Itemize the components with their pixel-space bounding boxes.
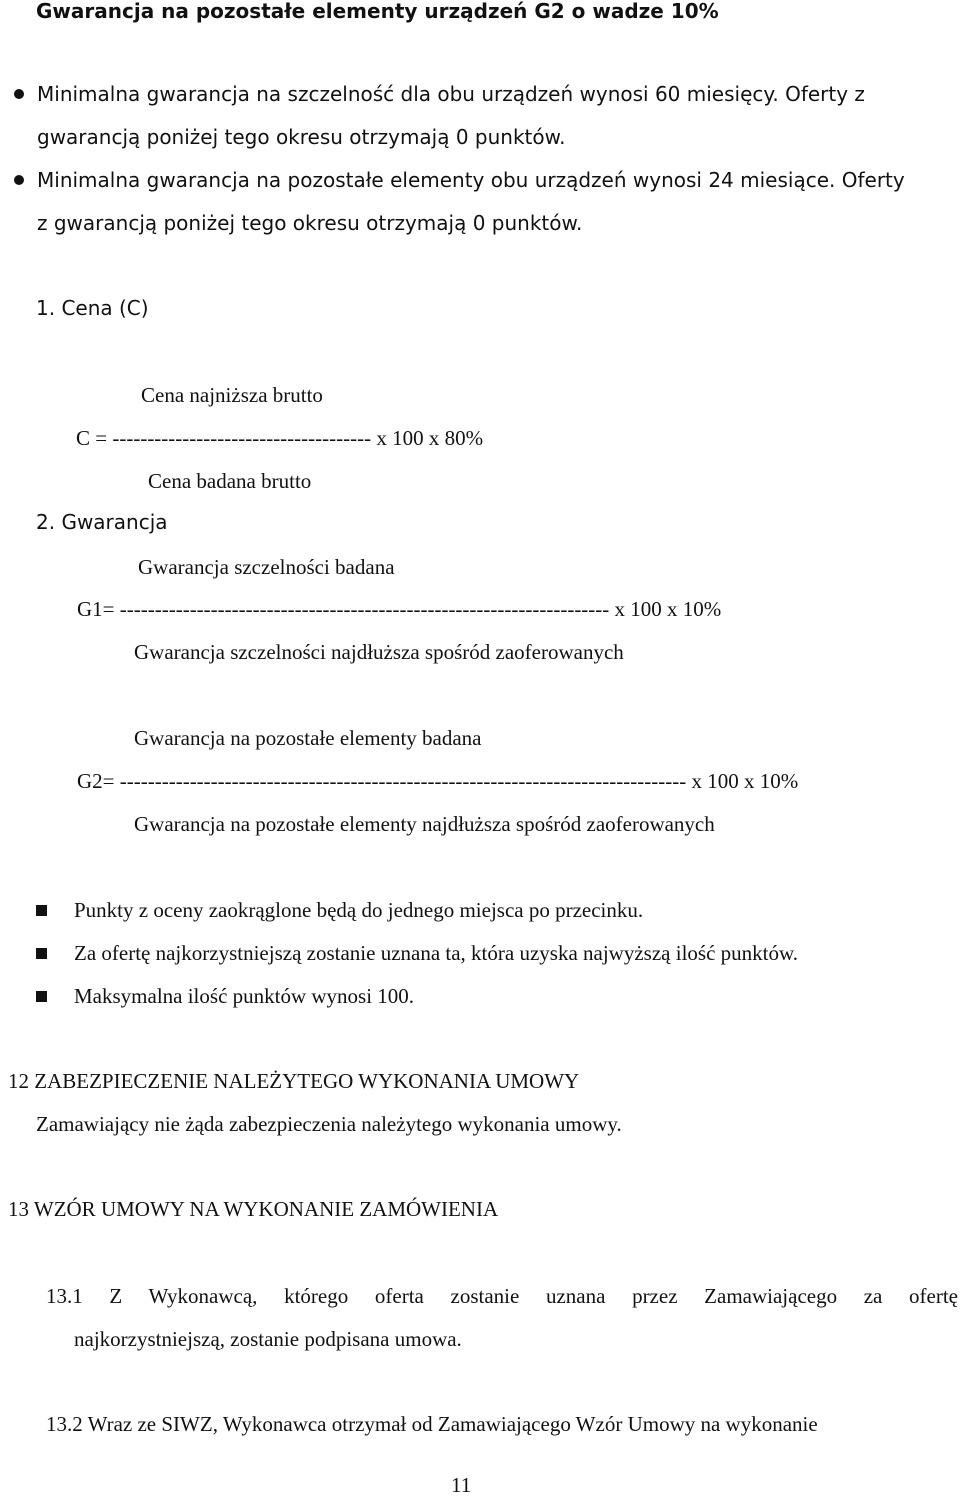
- formula-g2-line: G2= --------------------------------------------------------------------------------- x 100 x 10%: [77, 769, 799, 793]
- formula-g1-numerator: Gwarancja szczelności badana: [138, 555, 395, 579]
- formula-g1-denominator: Gwarancja szczelności najdłuższa spośród zaoferowanych: [134, 640, 624, 664]
- bullet-square-icon: [36, 991, 47, 1002]
- section-1-title: 1. Cena (C): [36, 296, 149, 320]
- bullet-text: z gwarancją poniżej tego okresu otrzymają 0 punktów.: [37, 211, 583, 235]
- paragraph-13-1-line2: najkorzystniejszą, zostanie podpisana umowa.: [74, 1327, 462, 1351]
- page-number: 11: [451, 1473, 472, 1497]
- formula-c-line: C = ------------------------------------- x 100 x 80%: [76, 426, 484, 450]
- section-12-text: Zamawiający nie żąda zabezpieczenia należytego wykonania umowy.: [36, 1112, 622, 1136]
- bullet-dot-icon: [14, 89, 24, 99]
- section-13-heading: 13 WZÓR UMOWY NA WYKONANIE ZAMÓWIENIA: [8, 1197, 499, 1221]
- bullet-dot-icon: [14, 175, 24, 185]
- bullet-square-icon: [36, 948, 47, 959]
- formula-c-denominator: Cena badana brutto: [148, 469, 312, 493]
- bullet-text: Minimalna gwarancja na pozostałe elementy obu urządzeń wynosi 24 miesiące. Oferty: [37, 168, 905, 192]
- formula-g2-numerator: Gwarancja na pozostałe elementy badana: [134, 726, 482, 750]
- rule-text: Punkty z oceny zaokrąglone będą do jednego miejsca po przecinku.: [74, 898, 644, 922]
- formula-c-numerator: Cena najniższa brutto: [141, 383, 323, 407]
- section-2-title: 2. Gwarancja: [36, 510, 168, 534]
- bullet-square-icon: [36, 905, 47, 916]
- formula-g1-line: G1= ---------------------------------------------------------------------- x 100 x 10%: [77, 597, 722, 621]
- rule-text: Za ofertę najkorzystniejszą zostanie uznana ta, która uzyska najwyższą ilość punktów.: [74, 941, 799, 965]
- section-12-heading: 12 ZABEZPIECZENIE NALEŻYTEGO WYKONANIA UMOWY: [8, 1069, 580, 1093]
- formula-g2-denominator: Gwarancja na pozostałe elementy najdłuższa spośród zaoferowanych: [134, 812, 715, 836]
- paragraph-13-1-line1: 13.1 Z Wykonawcą, którego oferta zostanie uznana przez Zamawiającego za ofertę: [46, 1284, 958, 1308]
- top-heading: Gwarancja na pozostałe elementy urządzeń G2 o wadze 10%: [36, 0, 719, 23]
- bullet-text: Minimalna gwarancja na szczelność dla obu urządzeń wynosi 60 miesięcy. Oferty z: [37, 82, 865, 106]
- paragraph-13-2-line1: 13.2 Wraz ze SIWZ, Wykonawca otrzymał od Zamawiającego Wzór Umowy na wykonanie: [46, 1412, 818, 1436]
- rule-text: Maksymalna ilość punktów wynosi 100.: [74, 984, 415, 1008]
- bullet-text: gwarancją poniżej tego okresu otrzymają 0 punktów.: [37, 125, 566, 149]
